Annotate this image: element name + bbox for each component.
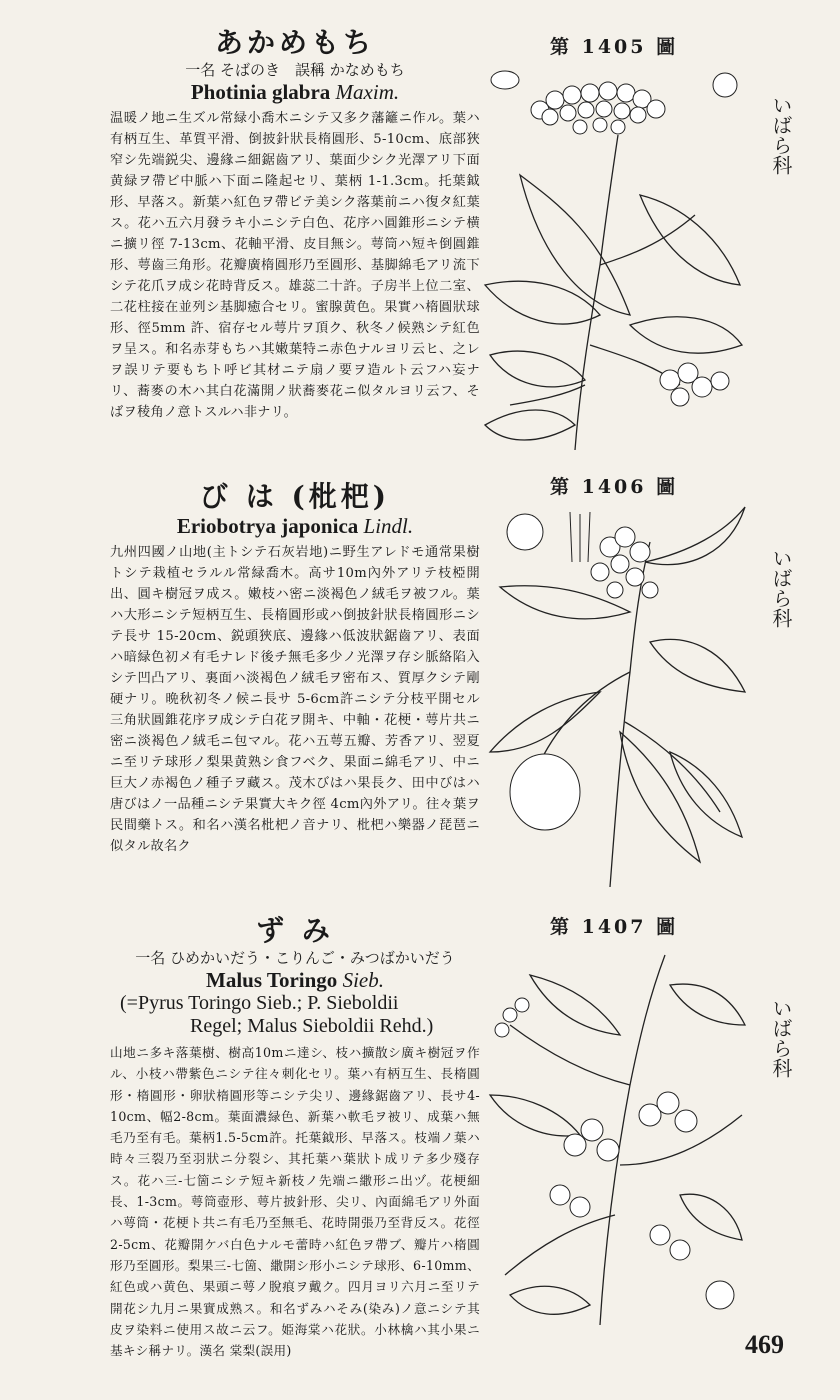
family-label: いばら科 — [769, 998, 793, 1078]
latin-authority: Lindl. — [363, 514, 414, 538]
latin-binomial: Eriobotrya japonica — [176, 514, 359, 538]
alt-names: 一名 そばのき 誤稱 かなめもち — [185, 61, 405, 79]
family-label: いばら科 — [769, 95, 793, 175]
latin-name — [110, 80, 480, 104]
entry-zumi — [0, 900, 840, 1360]
synonym-line-1: (=Pyrus Toringo Sieb.; P. Sieboldii — [120, 992, 399, 1014]
synonym-line-2: Regel; Malus Sieboldii Rehd.) — [190, 1015, 434, 1037]
entry-biwa — [0, 470, 840, 900]
latin-binomial: Photinia glabra — [190, 80, 331, 104]
description: 温暖ノ地ニ生ズル常緑小喬木ニシテ又多ク藩籬ニ作ル。葉ハ有柄互生、革質平滑、倒披針狀長楕圓形、5-10cm、底部狹窄シ先端鋭尖、邊緣ニ細鋸齒アリ、葉面少シク光澤アリ下面黄緑ヲ帶ビ中脈ハ下面ニ隆起セリ、葉柄 1-1.3cm。托葉鉞形、早落ス。新葉ハ紅色ヲ帶ビテ美シク落葉前ニハ復タ紅葉ス。花ハ五六月發ラキ小ニシテ白色、花序ハ圓錐形ニシテ横ニ擴リ徑 7-13cm、花軸平滑、皮目無シ。萼筒ハ短キ倒圓錐形、萼齒三角形。花瓣廣楕圓形乃至圓形、基脚綿毛アリ流下シテ花爪ヲ成シ花時背反ス。雄蕊二十許。子房半上位二室、二花柱接在並列シ基脚癒合セリ。蜜腺黄色。果實ハ楕圓狀球形、徑5mm 許、宿存セル萼片ヲ頂ク、秋冬ノ候熟シテ紅色ヲ呈ス。和名赤芽もちハ其嫩葉特ニ赤色ナルヨリ云ヒ、之レヲ誤リテ要もちト呼ビ其材ニテ扇ノ要ヲ造ルト云フハ妄ナリ、蕎麥の木ハ其白花滿開ノ狀蕎麥花ニ似タルヨリ云フ、そばヲ稜角ノ意トスルハ非ナリ。 — [110, 111, 480, 420]
figure-label: 第 1407 圖 — [550, 916, 679, 938]
latin-authority: Maxim. — [335, 80, 400, 104]
entry-text — [110, 480, 480, 857]
toringo-illustration — [480, 945, 750, 1330]
loquat-illustration — [480, 502, 750, 892]
figure-label: 第 1406 圖 — [550, 476, 679, 498]
family-label: いばら科 — [769, 548, 793, 628]
entry-title: ず み — [256, 914, 334, 947]
description: 九州四國ノ山地(主トシテ石灰岩地)ニ野生アレドモ通常果樹トシテ栽植セラルル常緑喬木。高サ10m內外アリテ枝椏開出、圓キ樹冠ヲ成ス。嫩枝ハ密ニ淡褐色ノ絨毛ヲ被フル。葉ハ大形ニシテ短柄互生、長楕圓形或ハ倒披針狀長楕圓形ニシテ長サ 15-20cm、鋭頭狹底、邊緣ハ低波狀鋸齒アリ、表面ハ暗緑色初メ有毛ナレド後チ無毛多少ノ光澤ヲ存シ脈絡陷入シテ凹凸アリ、裏面ハ淡褐色ノ絨毛ヲ密布ス、質厚クシテ剛硬ナリ。晩秋初冬ノ候ニ長サ 5-6cm許ニシテ分枝平開セル三角狀圓錐花序ヲ成シテ白花ヲ開キ、中軸・花梗・萼片共ニ密ニ淡褐色ノ絨毛ニ包マル。花ハ五萼五瓣、芳香アリ、翌夏ニ至リテ球形ノ梨果黄熟シ食フベク、果面ニ綿毛アリ、中ニ巨大ノ赤褐色ノ種子ヲ藏ス。茂木びはハ果長ク、田中びはハ唐びはノ一品種ニシテ果實大キク徑 4cm內外アリ。往々葉ヲ民間藥トス。和名ハ漢名枇杷ノ音ナリ、枇杷ハ樂器ノ琵琶ニ似タル故名ク — [110, 545, 480, 854]
latin-name — [110, 514, 480, 538]
entry-title: あかめもち — [214, 26, 375, 59]
entry-text — [110, 26, 480, 423]
latin-authority: Sieb. — [342, 968, 384, 992]
entry-title: び は (枇杷) — [200, 480, 390, 513]
photinia-illustration — [480, 55, 750, 455]
entry-text — [110, 914, 480, 1361]
figure-label: 第 1405 圖 — [550, 36, 679, 58]
latin-binomial: Malus Toringo — [206, 968, 338, 992]
alt-names: 一名 ひめかいだう・こりんご・みつばかいだう — [135, 949, 455, 967]
page-number: 469 — [745, 1330, 784, 1359]
description: 山地ニ多キ落葉樹、樹高10mニ達シ、枝ハ擴散シ廣キ樹冠ヲ作ル、小枝ハ帶紫色ニシテ往々刺化セリ。葉ハ有柄互生、長楕圓形・楕圓形・卵狀楕圓形等ニシテ尖リ、邊緣鋸齒アリ、長サ4-10cm、幅2-8cm。葉面濃緑色、新葉ハ軟毛ヲ被リ、成葉ハ無毛乃至有毛。葉柄1.5-5cm許。托葉鉞形、早落ス。枝端ノ葉ハ時々三裂乃至羽狀ニ分裂シ、其托葉ハ葉狀ト成リテ多少殘存ス。花ハ三-七箇ニシテ短キ新枝ノ先端ニ繖形ニ出ヅ。花梗細長、1-3cm。萼筒壺形、萼片披針形、尖リ、內面綿毛アリ外面ハ萼筒・花梗ト共ニ有毛乃至無毛、花時開張乃至背反ス。花徑 2-5cm、花瓣開ケバ白色ナルモ蕾時ハ紅色ヲ帶ブ、瓣片ハ楕圓形乃至圓形。梨果三-七箇、繖開シ形小ニシテ球形、6-10mm、紅色或ハ黄色、果頭ニ萼ノ脫痕ヲ戴ク。四月ヨリ六月ニ至リテ開花シ九月ニ果實成熟ス。和名ずみハそみ(染み)ノ意ニシテ其皮ヲ染料ニ使用ス故ニ云フ。姫海棠ハ花狀。小林檎ハ其小果ニ基キシ稱ナリ。漢名 棠梨(誤用) — [110, 1045, 480, 1359]
latin-name — [110, 968, 480, 992]
entry-akamemochi — [0, 0, 840, 470]
